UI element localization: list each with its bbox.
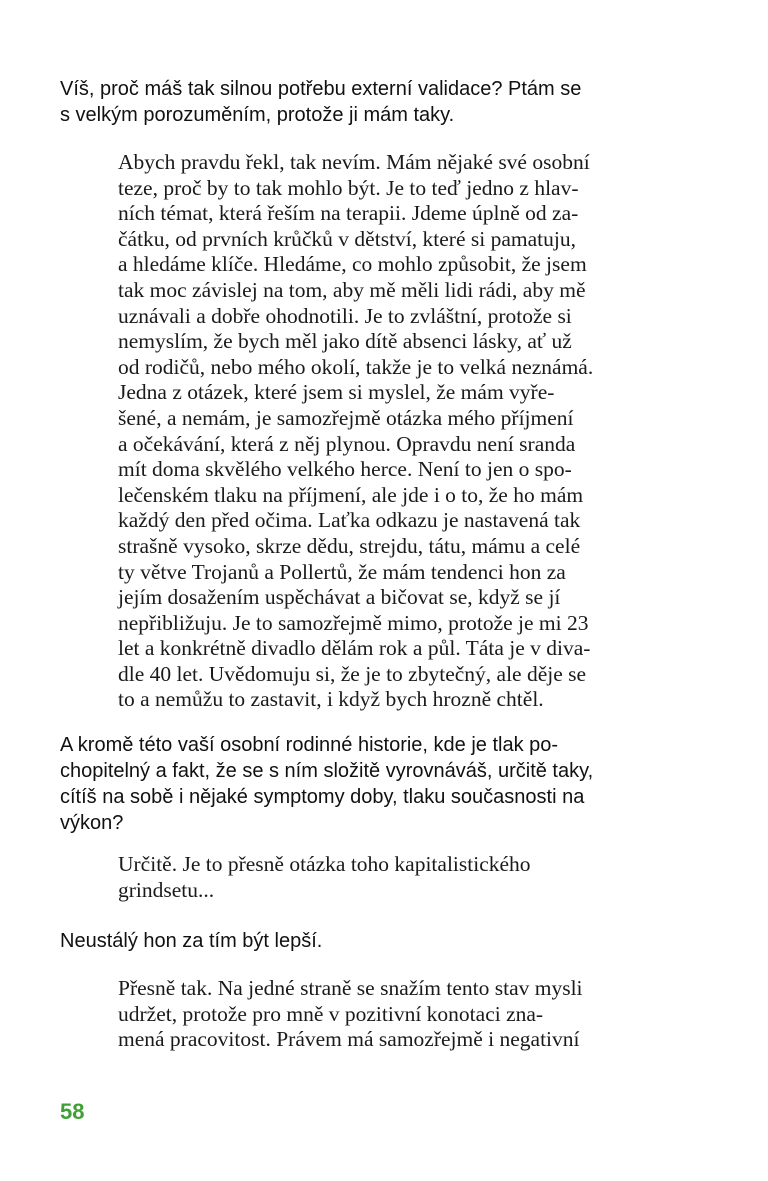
interview-question-2: A kromě této vaší osobní rodinné historie, kde je tlak po- chopitelný a fakt, že se s ním složitě vyrovnáváš, určitě taky, cítíš na sobě i nějaké symptomy doby, tlaku současnosti na výkon? xyxy=(60,734,594,834)
interview-answer-1: Abych pravdu řekl, tak nevím. Mám nějaké své osobní teze, proč by to tak mohlo být. Je to teď jedno z hlav- ních témat, která řeším na terapii. Jdeme úplně od za- čátku, od prvních krůčků v dětství, které si pamatuju, a hledáme klíče. Hledáme, co mohlo způsobit, že jsem tak moc závislej na tom, aby mě měli lidi rádi, aby mě uznávali a dobře ohodnotili. Je to zvláštní, protože si nemyslím, že bych měl jako dítě absenci lásky, ať už od rodičů, nebo mého okolí, takže je to velká neznámá. Jedna z otázek, které jsem si myslel, že mám vyře- šené, a nemám, je samozřejmě otázka mého příjmení a očekávání, která z něj plynou. Opravdu není sranda mít doma skvělého velkého herce. Není to jen o spo- lečenském tlaku na příjmení, ale jde i o to, že ho mám každý den před očima. Laťka odkazu je nastavená tak strašně vysoko, skrze dědu, strejdu, tátu, mámu a celé ty větve Trojanů a Pollertů, že mám tendenci hon za jejím dosažením uspěchávat a bičovat se, když se jí nepřibližuju. Je to samozřejmě mimo, protože je mi 23 let a konkrétně divadlo dělám rok a půl. Táta je v diva- dle 40 let. Uvědomuju si, že je to zbytečný, ale děje se to a nemůžu to zastavit, i když bych hrozně chtěl. xyxy=(118,150,594,712)
page-number: 58 xyxy=(60,1099,85,1124)
interview-answer-3: Přesně tak. Na jedné straně se snažím tento stav mysli udržet, protože pro mně v pozitivní konotaci zna- mená pracovitost. Právem má samozřejmě i negativní xyxy=(118,976,583,1052)
interview-question-1: Víš, proč máš tak silnou potřebu externí validace? Ptám se s velkým porozuměním, protože ji mám taky. xyxy=(60,78,582,126)
interview-answer-2: Určitě. Je to přesně otázka toho kapitalistického grindsetu... xyxy=(118,852,531,902)
interview-question-3: Neustálý hon za tím být lepší. xyxy=(60,930,323,952)
